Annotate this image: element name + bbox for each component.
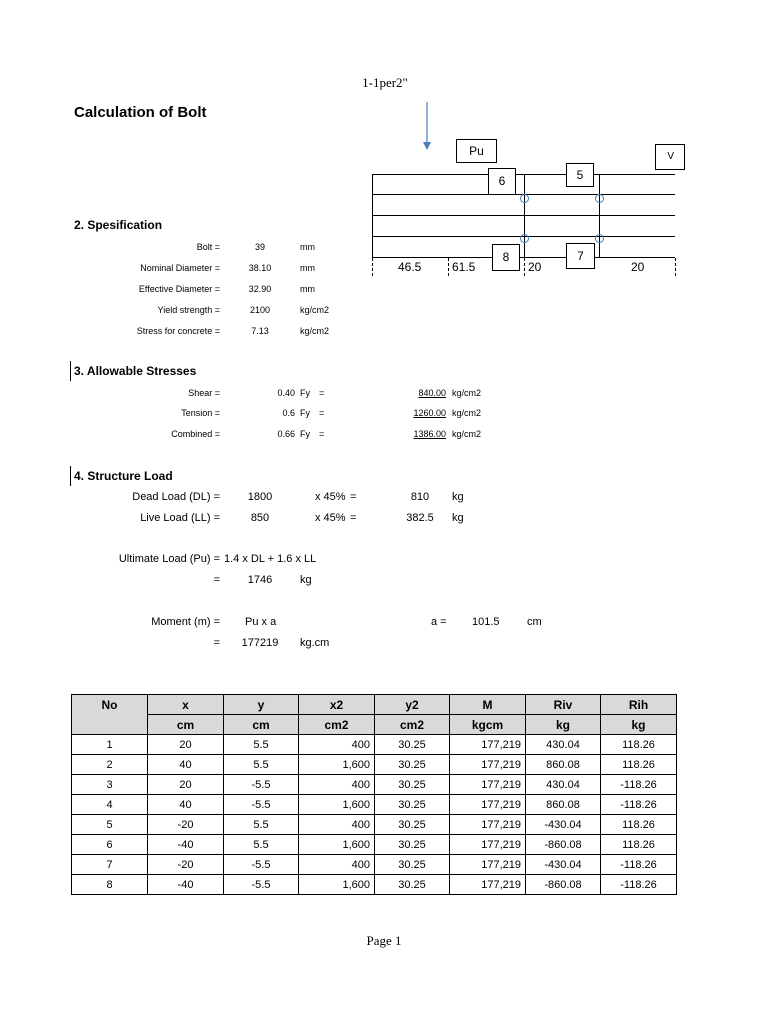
table-row [72,875,677,895]
table-cell: 30.25 [375,735,450,755]
dimension-label: 46.5 [398,260,422,274]
page-title: Calculation of Bolt [74,104,207,121]
table-cell: -5.5 [224,795,299,815]
table-row [72,795,677,815]
spec-label: Stress for concrete = [136,326,220,336]
column-header: M [450,695,526,715]
bolt-reaction-table [71,694,677,895]
table-cell: 1,600 [299,875,375,895]
section-heading-allowable: 3. Allowable Stresses [74,364,197,378]
equals-sign: = [213,574,220,586]
spec-value: 7.13 [251,326,269,336]
table-cell: 2 [72,755,148,775]
table-cell: -40 [148,875,224,895]
column-unit: cm [224,715,299,735]
dead-load-result: 810 [410,491,430,503]
table-cell: 177,219 [450,735,526,755]
table-cell: 3 [72,775,148,795]
table-row [72,775,677,795]
edge-label-box: V [655,144,685,170]
spec-label: Effective Diameter = [138,284,220,294]
table-cell: 20 [148,735,224,755]
bolt-number-box: 5 [566,163,594,187]
equals-sign: = [350,512,357,524]
table-cell: -5.5 [224,775,299,795]
table-cell: 30.25 [375,755,450,775]
spec-label: Nominal Diameter = [140,263,220,273]
table-cell: -40 [148,835,224,855]
column-unit: kg [601,715,677,735]
column-header: Rih [601,695,677,715]
dimension-label: 61.5 [452,260,476,274]
table-cell: -430.04 [526,855,601,875]
bolt-hole-icon [595,194,604,203]
dead-load-unit: kg [452,491,464,503]
dead-load-value: 1800 [247,491,273,503]
spec-unit: mm [300,263,315,273]
stress-factor: 0.40 [277,388,295,398]
table-cell: 400 [299,855,375,875]
table-cell: -20 [148,855,224,875]
live-load-value: 850 [250,512,270,524]
table-cell: 177,219 [450,775,526,795]
column-unit: cm2 [375,715,450,735]
stress-factor: 0.66 [277,429,295,439]
a-unit: cm [527,616,542,628]
bolt-number-box: 7 [566,243,595,269]
stress-unit: kg/cm2 [452,408,482,418]
table-cell: -118.26 [601,875,677,895]
table-cell: 400 [299,815,375,835]
table-row [72,735,677,755]
stress-label: Tension = [181,408,220,418]
stress-label: Shear = [188,388,220,398]
stress-value: 840.00 [418,388,446,398]
a-value: 101.5 [472,616,500,628]
stress-unit: kg/cm2 [452,429,482,439]
table-cell: 1,600 [299,755,375,775]
stress-eq: = [319,429,325,439]
stress-fy: Fy [300,408,310,418]
a-label: a = [431,616,447,628]
stress-fy: Fy [300,429,310,439]
spec-value: 39 [254,242,265,252]
table-cell: -118.26 [601,795,677,815]
spec-value: 32.90 [248,284,272,294]
column-unit: kg [526,715,601,735]
spec-value: 38.10 [248,263,272,273]
table-cell: 30.25 [375,835,450,855]
table-cell: -860.08 [526,875,601,895]
spec-unit: kg/cm2 [300,326,330,336]
table-row [72,755,677,775]
table-cell: 40 [148,755,224,775]
stress-eq: = [319,388,325,398]
spec-label: Bolt = [196,242,220,252]
table-cell: 177,219 [450,755,526,775]
table-unit-row [72,715,677,735]
dead-load-label: Dead Load (DL) = [132,491,220,503]
table-cell: 8 [72,875,148,895]
table-cell: 5.5 [224,815,299,835]
spec-label: Yield strength = [157,305,220,315]
table-cell: 20 [148,775,224,795]
moment-label: Moment (m) = [151,616,220,628]
ultimate-load-formula: 1.4 x DL + 1.6 x LL [224,553,317,565]
spec-unit: kg/cm2 [300,305,330,315]
dimension-label: 20 [528,260,542,274]
column-header: y [224,695,299,715]
table-cell: 177,219 [450,875,526,895]
stress-fy: Fy [300,388,310,398]
table-cell: 5 [72,815,148,835]
pu-label-box: Pu [456,139,497,163]
table-cell: 7 [72,855,148,875]
live-load-result: 382.5 [406,512,434,524]
page-header: 1-1per2" [362,75,408,90]
table-cell: 5.5 [224,735,299,755]
ultimate-load-unit: kg [300,574,312,586]
spec-unit: mm [300,242,315,252]
column-unit: cm [148,715,224,735]
dimension-label: 20 [631,260,645,274]
bolt-hole-icon [520,194,529,203]
column-header: No [72,695,148,735]
table-cell: 118.26 [601,815,677,835]
table-cell: 400 [299,775,375,795]
table-cell: 6 [72,835,148,855]
moment-unit: kg.cm [300,637,330,649]
table-cell: 1,600 [299,835,375,855]
table-cell: 30.25 [375,775,450,795]
equals-sign: = [213,637,220,649]
table-cell: 5.5 [224,835,299,855]
page-footer: Page 1 [366,933,402,948]
table-cell: 177,219 [450,795,526,815]
ultimate-load-label: Ultimate Load (Pu) = [118,553,220,565]
section-heading-specification: 2. Spesification [74,218,163,232]
stress-factor: 0.6 [282,408,295,418]
dead-load-pct: x 45% [315,491,346,503]
equals-sign: = [350,491,357,503]
table-cell: -20 [148,815,224,835]
bolt-number-box: 8 [492,244,520,271]
table-cell: 177,219 [450,855,526,875]
stress-value: 1260.00 [413,408,446,418]
stress-unit: kg/cm2 [452,388,482,398]
column-unit: cm2 [299,715,375,735]
table-cell: 1,600 [299,795,375,815]
table-cell: 430.04 [526,735,601,755]
table-cell: 860.08 [526,795,601,815]
table-cell: -5.5 [224,875,299,895]
table-cell: 177,219 [450,815,526,835]
table-cell: 1 [72,735,148,755]
table-cell: 118.26 [601,755,677,775]
live-load-unit: kg [452,512,464,524]
column-header: x2 [299,695,375,715]
table-cell: 177,219 [450,835,526,855]
column-unit: kgcm [450,715,526,735]
table-cell: 5.5 [224,755,299,775]
stress-eq: = [319,408,325,418]
column-header: Riv [526,695,601,715]
table-cell: 118.26 [601,835,677,855]
moment-formula: Pu x a [245,616,277,628]
table-cell: 30.25 [375,795,450,815]
table-cell: 4 [72,795,148,815]
table-cell: 860.08 [526,755,601,775]
spec-value: 2100 [249,305,271,315]
table-cell: 118.26 [601,735,677,755]
table-cell: 400 [299,735,375,755]
table-row [72,835,677,855]
stress-label: Combined = [171,429,220,439]
table-header-row [72,695,677,715]
table-cell: 30.25 [375,815,450,835]
table-row [72,855,677,875]
column-header: y2 [375,695,450,715]
table-cell: 430.04 [526,775,601,795]
column-header: x [148,695,224,715]
bolt-hole-icon [520,234,529,243]
bolt-number-box: 6 [488,168,516,195]
table-cell: -860.08 [526,835,601,855]
table-cell: 30.25 [375,875,450,895]
load-arrow-icon [420,100,434,152]
table-cell: -5.5 [224,855,299,875]
moment-value: 177219 [241,637,279,649]
table-cell: -430.04 [526,815,601,835]
table-cell: -118.26 [601,775,677,795]
live-load-label: Live Load (LL) = [140,512,220,524]
spec-unit: mm [300,284,315,294]
live-load-pct: x 45% [315,512,346,524]
bolt-hole-icon [595,234,604,243]
table-row [72,815,677,835]
table-cell: 40 [148,795,224,815]
ultimate-load-value: 1746 [247,574,273,586]
stress-value: 1386.00 [413,429,446,439]
section-heading-structure-load: 4. Structure Load [74,469,173,483]
table-cell: -118.26 [601,855,677,875]
table-cell: 30.25 [375,855,450,875]
